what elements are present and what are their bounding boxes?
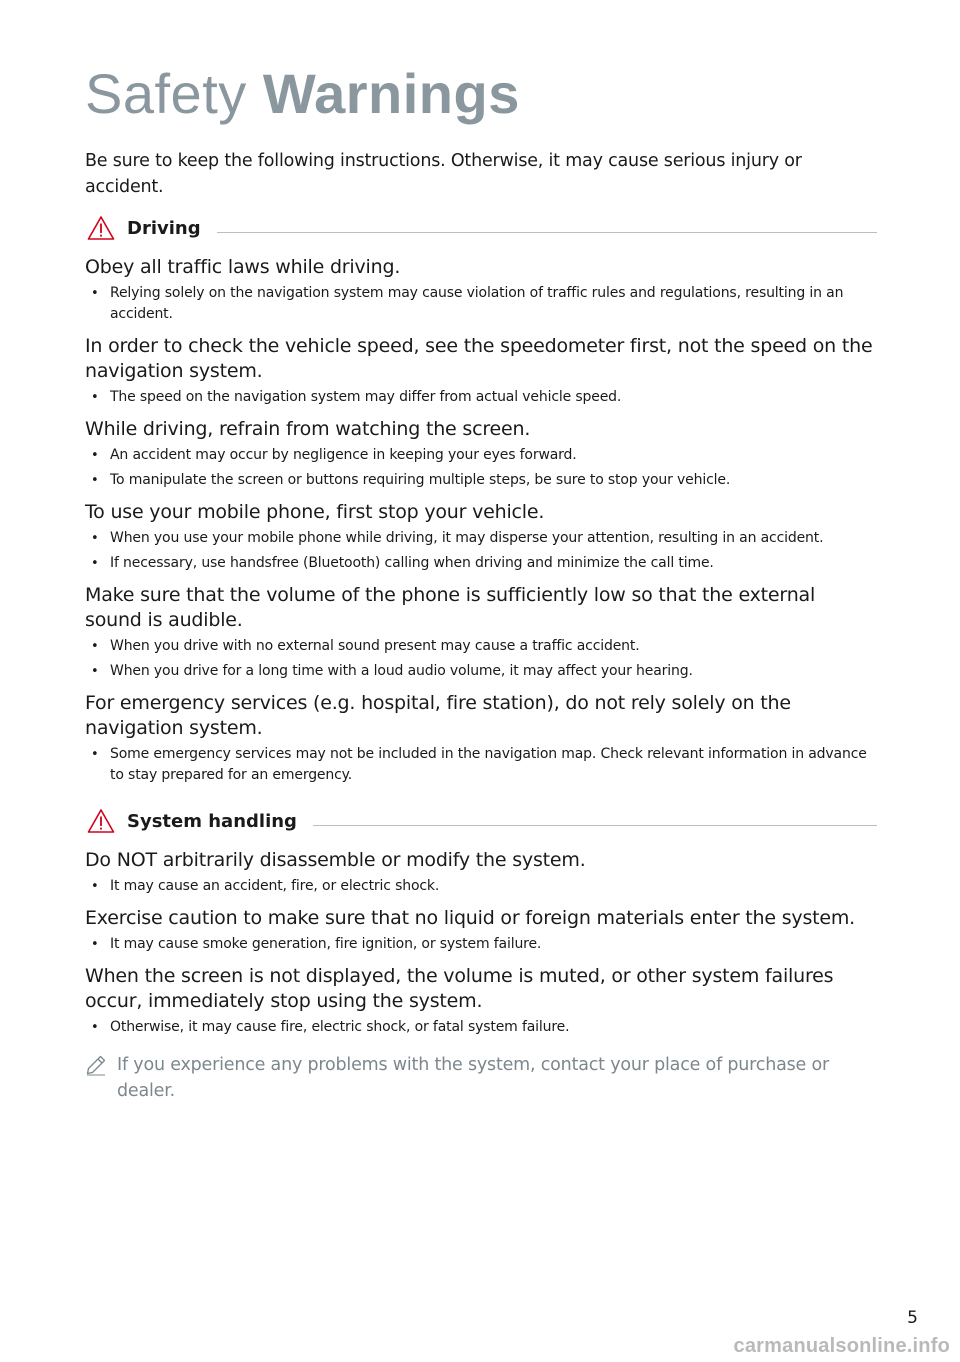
warning-triangle-icon xyxy=(87,215,115,241)
pencil-icon xyxy=(85,1054,107,1076)
rule-text: For emergency services (e.g. hospital, fire station), do not rely solely on the navigation system. xyxy=(85,692,791,739)
note-text: If you experience any problems with the system, contact your place of purchase or dealer. xyxy=(117,1055,829,1101)
bullet-item: • It may cause an accident, fire, or electric shock. xyxy=(85,876,877,897)
rule-item xyxy=(85,583,877,682)
bullet-item: • When you drive for a long time with a loud audio volume, it may affect your hearing. xyxy=(85,661,877,682)
section-header xyxy=(85,806,877,836)
rule-text: While driving, refrain from watching the screen. xyxy=(85,418,531,440)
rule-text: Exercise caution to make sure that no liquid or foreign materials enter the system. xyxy=(85,907,856,929)
section-heading: System handling xyxy=(127,810,297,832)
watermark: carmanualsonline.info xyxy=(733,1335,950,1357)
bullet-item: • It may cause smoke generation, fire ignition, or system failure. xyxy=(85,934,877,955)
rule-item xyxy=(85,691,877,786)
warning-triangle-icon xyxy=(87,808,115,834)
rule-text: Obey all traffic laws while driving. xyxy=(85,256,401,278)
bullet-item: • An accident may occur by negligence in keeping your eyes forward. xyxy=(85,445,877,466)
intro-text: Be sure to keep the following instructions. Otherwise, it may cause serious injury or accident. xyxy=(85,151,802,197)
rule-item xyxy=(85,906,877,955)
section-system-handling xyxy=(85,806,877,1038)
bullet-item: • Otherwise, it may cause fire, electric shock, or fatal system failure. xyxy=(85,1017,877,1038)
rule-item xyxy=(85,500,877,574)
section-driving xyxy=(85,213,877,786)
rule-item xyxy=(85,964,877,1038)
page-title xyxy=(85,58,877,130)
bullet-item: • When you drive with no external sound present may cause a traffic accident. xyxy=(85,636,877,657)
bullet-item: • When you use your mobile phone while driving, it may disperse your attention, resulting in an accident. xyxy=(85,528,877,549)
note xyxy=(85,1052,877,1104)
rule-item xyxy=(85,417,877,491)
bullet-item: • Relying solely on the navigation system may cause violation of traffic rules and regulations, resulting in an accident. xyxy=(85,283,877,325)
section-divider xyxy=(217,232,877,233)
rule-text: Do NOT arbitrarily disassemble or modify the system. xyxy=(85,849,586,871)
page-title-light: Safety xyxy=(85,62,247,125)
page-content xyxy=(85,58,877,1104)
bullet-item: • The speed on the navigation system may differ from actual vehicle speed. xyxy=(85,387,877,408)
section-divider xyxy=(313,825,877,826)
rule-item xyxy=(85,848,877,897)
bullet-item: • To manipulate the screen or buttons requiring multiple steps, be sure to stop your vehicle. xyxy=(85,470,877,491)
page-title-bold: Warnings xyxy=(262,62,520,125)
rule-text: Make sure that the volume of the phone is sufficiently low so that the external sound is audible. xyxy=(85,584,816,631)
rule-item xyxy=(85,334,877,408)
rule-text: In order to check the vehicle speed, see the speedometer first, not the speed on the navigation system. xyxy=(85,335,873,382)
bullet-item: • If necessary, use handsfree (Bluetooth) calling when driving and minimize the call time. xyxy=(85,553,877,574)
rule-text: To use your mobile phone, first stop your vehicle. xyxy=(85,501,545,523)
section-header xyxy=(85,213,877,243)
bullet-item: • Some emergency services may not be included in the navigation map. Check relevant information in advance to stay prepared for an emergency. xyxy=(85,744,877,786)
rule-item xyxy=(85,255,877,325)
rule-text: When the screen is not displayed, the volume is muted, or other system failures occur, immediately stop using the system. xyxy=(85,965,834,1012)
page-number: 5 xyxy=(907,1308,918,1328)
section-heading: Driving xyxy=(127,217,201,239)
